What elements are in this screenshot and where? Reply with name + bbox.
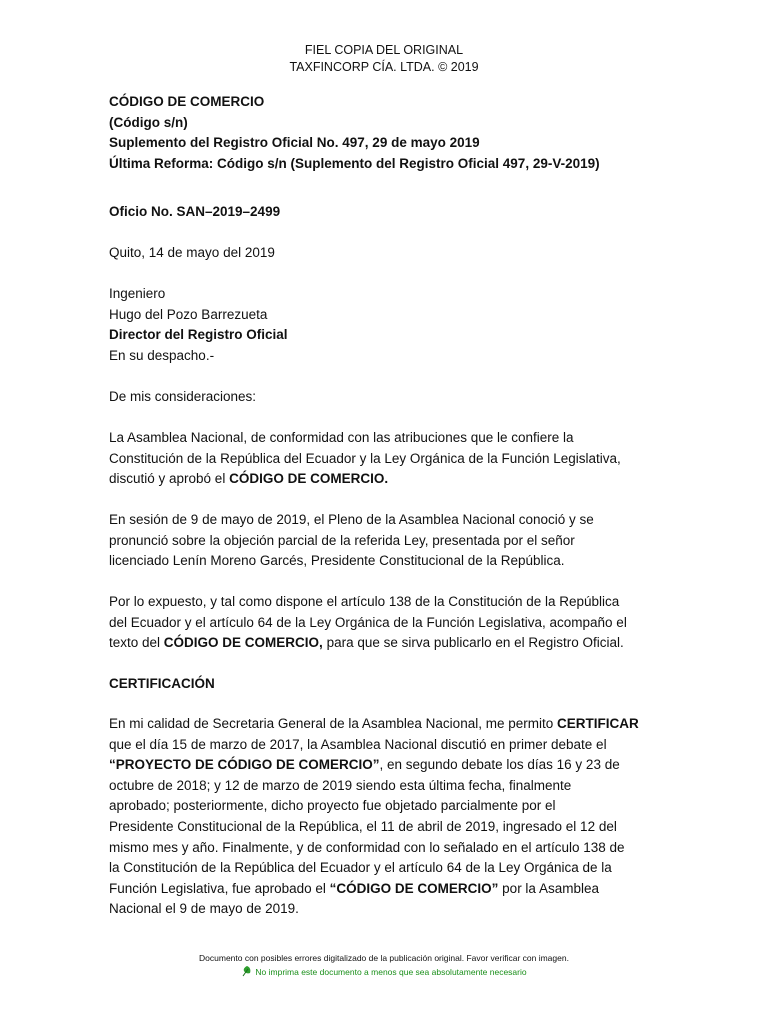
recipient-block xyxy=(109,284,649,366)
certification-line: que el día 15 de marzo de 2017, la Asamblea Nacional discutió en primer debate el xyxy=(109,736,607,752)
certification-line: mismo mes y año. Finalmente, y de conformidad con lo señalado en el artículo 138 de xyxy=(109,839,625,855)
certification-line: Nacional el 9 de mayo de 2019. xyxy=(109,901,299,917)
text-run: texto del xyxy=(109,635,164,651)
certify-bold: CERTIFICAR xyxy=(556,716,639,731)
document-title: CÓDIGO DE COMERCIO xyxy=(109,94,265,109)
document-code: (Código s/n) xyxy=(109,114,188,130)
paragraph-3-line: del Ecuador y el artículo 64 de la Ley Orgánica de la Función Legislativa, acompaño el xyxy=(109,614,627,630)
certification-line xyxy=(109,879,649,900)
place-date: Quito, 14 de mayo del 2019 xyxy=(109,245,275,260)
text-run: discutió y aprobó el xyxy=(109,471,230,487)
eco-text: No imprima este documento a menos que sea absolutamente necesario xyxy=(255,967,527,977)
text-run: para que se sirva publicarlo en el Registro Oficial. xyxy=(322,635,624,651)
footer-eco-note xyxy=(0,965,768,979)
project-name-bold: “PROYECTO DE CÓDIGO DE COMERCIO” xyxy=(109,757,380,773)
recipient-closing: En su despacho.- xyxy=(109,347,215,363)
footer-disclaimer: Documento con posibles errores digitalizado de la publicación original. Favor verificar con imagen. xyxy=(199,953,569,963)
text-run: Función Legislativa, fue aprobado el xyxy=(109,880,330,896)
leaf-icon xyxy=(241,965,253,979)
paragraph-2 xyxy=(109,510,649,572)
recipient-position: Director del Registro Oficial xyxy=(109,327,288,343)
header-line-1: FIEL COPIA DEL ORIGINAL xyxy=(304,43,464,57)
code-name-bold: CÓDIGO DE COMERCIO, xyxy=(163,635,323,651)
certification-heading: CERTIFICACIÓN xyxy=(109,676,215,691)
recipient-name: Hugo del Pozo Barrezueta xyxy=(109,306,268,322)
title-block xyxy=(109,92,649,174)
certification-line: la Constitución de la República del Ecuador y el artículo 64 de la Ley Orgánica de la xyxy=(109,860,612,876)
paragraph-1-line: Constitución de la República del Ecuador y la Ley Orgánica de la Función Legislativa, xyxy=(109,450,621,466)
header-line-2: TAXFINCORP CÍA. LTDA. © 2019 xyxy=(289,60,479,74)
oficio-number: Oficio No. SAN–2019–2499 xyxy=(109,204,281,219)
paragraph-3 xyxy=(109,592,649,654)
code-name-bold: CÓDIGO DE COMERCIO. xyxy=(229,471,389,487)
certification-body xyxy=(109,714,649,920)
last-reform: Última Reforma: Código s/n (Suplemento del Registro Oficial 497, 29-V-2019) xyxy=(109,155,600,171)
code-name-bold: “CÓDIGO DE COMERCIO” xyxy=(329,880,499,896)
registry-supplement: Suplemento del Registro Oficial No. 497, 29 de mayo 2019 xyxy=(109,135,480,151)
paragraph-2-line: pronunció sobre la objeción parcial de la referida Ley, presentada por el señor xyxy=(109,532,575,548)
text-run: , en segundo debate los días 16 y 23 de xyxy=(379,757,620,773)
certification-line: octubre de 2018; y 12 de marzo de 2019 siendo esta última fecha, finalmente xyxy=(109,777,572,793)
text-run: En mi calidad de Secretaria General de la Asamblea Nacional, me permito xyxy=(109,716,557,731)
certification-line xyxy=(109,755,649,776)
certification-line: aprobado; posteriormente, dicho proyecto fue objetado parcialmente por el xyxy=(109,798,556,814)
certification-line xyxy=(109,714,649,735)
greeting: De mis consideraciones: xyxy=(109,389,257,404)
recipient-title: Ingeniero xyxy=(109,286,166,301)
paragraph-3-line xyxy=(109,633,649,654)
paragraph-1-line xyxy=(109,469,649,490)
paragraph-3-line: Por lo expuesto, y tal como dispone el artículo 138 de la Constitución de la República xyxy=(109,594,620,609)
paragraph-1 xyxy=(109,428,649,490)
paragraph-2-line: licenciado Lenín Moreno Garcés, Presidente Constitucional de la República. xyxy=(109,553,565,569)
paragraph-1-line: La Asamblea Nacional, de conformidad con las atribuciones que le confiere la xyxy=(109,430,574,445)
paragraph-2-line: En sesión de 9 de mayo de 2019, el Pleno de la Asamblea Nacional conoció y se xyxy=(109,512,594,527)
text-run: por la Asamblea xyxy=(498,880,599,896)
certification-line: Presidente Constitucional de la República, el 11 de abril de 2019, ingresado el 12 del xyxy=(109,818,617,834)
